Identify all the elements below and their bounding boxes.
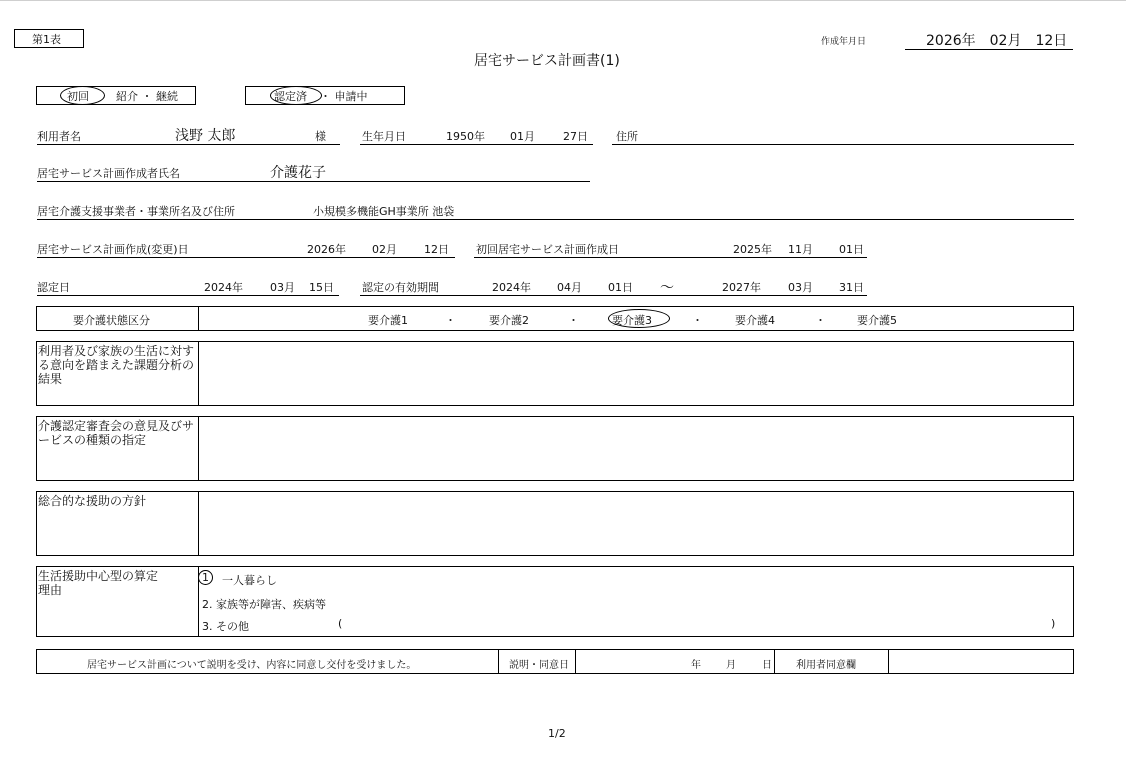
consent-divider-3 [774, 649, 775, 674]
analysis-label: 利用者及び家族の生活に対する意向を踏まえた課題分析の結果 [38, 344, 195, 386]
item-3-text: 3. その他 [202, 620, 249, 633]
cert-period-underline [360, 295, 867, 296]
consent-divider-1 [498, 649, 499, 674]
plan-first-month: 11月 [788, 243, 813, 256]
cert-end-year: 2027年 [722, 281, 761, 294]
cert-date-day: 15日 [309, 281, 334, 294]
document-title: 居宅サービス計画書(1) [474, 53, 620, 69]
plan-created-day: 12日 [424, 243, 449, 256]
cert-start-year: 2024年 [492, 281, 531, 294]
cert-date-month: 03月 [270, 281, 295, 294]
planner-label: 居宅サービス計画作成者氏名 [37, 167, 180, 180]
plan-type-initial: 初回 [67, 90, 89, 103]
care-level-4: 要介護4 [735, 314, 775, 327]
item-1-number: 1 [202, 571, 209, 584]
item-3-paren-close: ) [1051, 617, 1056, 630]
plan-created-underline [37, 257, 455, 258]
consent-year: 年 [691, 660, 701, 671]
care-level-sep-4: ・ [815, 314, 826, 327]
certification-certified: 認定済 [274, 90, 307, 103]
care-level-sep-1: ・ [445, 314, 456, 327]
consent-text: 居宅サービス計画について説明を受け、内容に同意し交付を受けました。 [87, 660, 417, 671]
care-level-divider [198, 306, 199, 331]
user-honorific: 様 [315, 130, 326, 143]
analysis-divider [198, 341, 199, 406]
life-support-section-box [36, 566, 1074, 637]
consent-month: 月 [726, 660, 736, 671]
care-level-sep-2: ・ [568, 314, 579, 327]
committee-label: 介護認定審査会の意見及びサービスの種類の指定 [38, 419, 195, 447]
created-date-label: 作成年月日 [821, 37, 867, 47]
item-2-text: 2. 家族等が障害、疾病等 [202, 598, 326, 611]
consent-date-label: 説明・同意日 [509, 660, 569, 671]
policy-divider [198, 491, 199, 556]
cert-end-month: 03月 [788, 281, 813, 294]
plan-first-label: 初回居宅サービス計画作成日 [476, 243, 619, 256]
page-number: 1/2 [548, 727, 566, 740]
birth-underline [360, 144, 593, 145]
cert-period-label: 認定の有効期間 [362, 281, 439, 294]
office-label: 居宅介護支援事業者・事業所名及び住所 [37, 205, 235, 218]
cert-date-underline [37, 295, 339, 296]
consent-divider-2 [575, 649, 576, 674]
planner-name: 介護花子 [270, 165, 326, 181]
created-date-underline [905, 49, 1073, 50]
plan-first-underline [474, 257, 867, 258]
table-number: 第1表 [32, 33, 61, 46]
consent-divider-4 [888, 649, 889, 674]
care-level-5: 要介護5 [857, 314, 897, 327]
care-level-1: 要介護1 [368, 314, 408, 327]
birth-month: 01月 [510, 130, 535, 143]
consent-day: 日 [762, 660, 772, 671]
cert-start-day: 01日 [608, 281, 633, 294]
birth-label: 生年月日 [362, 130, 406, 143]
plan-first-year: 2025年 [733, 243, 772, 256]
address-label: 住所 [616, 130, 638, 143]
item-3-paren-open: ( [338, 617, 343, 630]
plan-created-label: 居宅サービス計画作成(変更)日 [37, 243, 189, 256]
plan-type-other: 紹介 ・ 継続 [116, 90, 178, 103]
office-value: 小規模多機能GH事業所 池袋 [313, 205, 455, 218]
cert-period-tilde: 〜 [660, 280, 674, 296]
user-name: 浅野 太郎 [175, 128, 236, 144]
care-level-label: 要介護状態区分 [73, 314, 150, 327]
care-level-sep-3: ・ [692, 314, 703, 327]
cert-start-month: 04月 [557, 281, 582, 294]
birth-day: 27日 [563, 130, 588, 143]
address-underline [612, 144, 1074, 145]
plan-created-month: 02月 [372, 243, 397, 256]
user-name-label: 利用者名 [37, 130, 81, 143]
committee-divider [198, 416, 199, 481]
office-underline [37, 219, 1074, 220]
planner-underline [37, 181, 590, 182]
created-date: 2026年 02月 12日 [926, 33, 1068, 49]
certification-other: ・ 申請中 [320, 90, 368, 103]
cert-date-year: 2024年 [204, 281, 243, 294]
care-level-box [36, 306, 1074, 331]
care-level-3: 要介護3 [612, 314, 652, 327]
cert-date-label: 認定日 [37, 281, 70, 294]
top-border [0, 0, 1126, 1]
birth-year: 1950年 [446, 130, 485, 143]
plan-first-day: 01日 [839, 243, 864, 256]
life-support-label: 生活援助中心型の算定理由 [38, 569, 159, 597]
item-1-text: 一人暮らし [222, 574, 277, 587]
plan-created-year: 2026年 [307, 243, 346, 256]
care-level-2: 要介護2 [489, 314, 529, 327]
user-name-underline [37, 144, 340, 145]
consent-sign-label: 利用者同意欄 [796, 660, 856, 671]
policy-label: 総合的な援助の方針 [38, 494, 147, 508]
cert-end-day: 31日 [839, 281, 864, 294]
